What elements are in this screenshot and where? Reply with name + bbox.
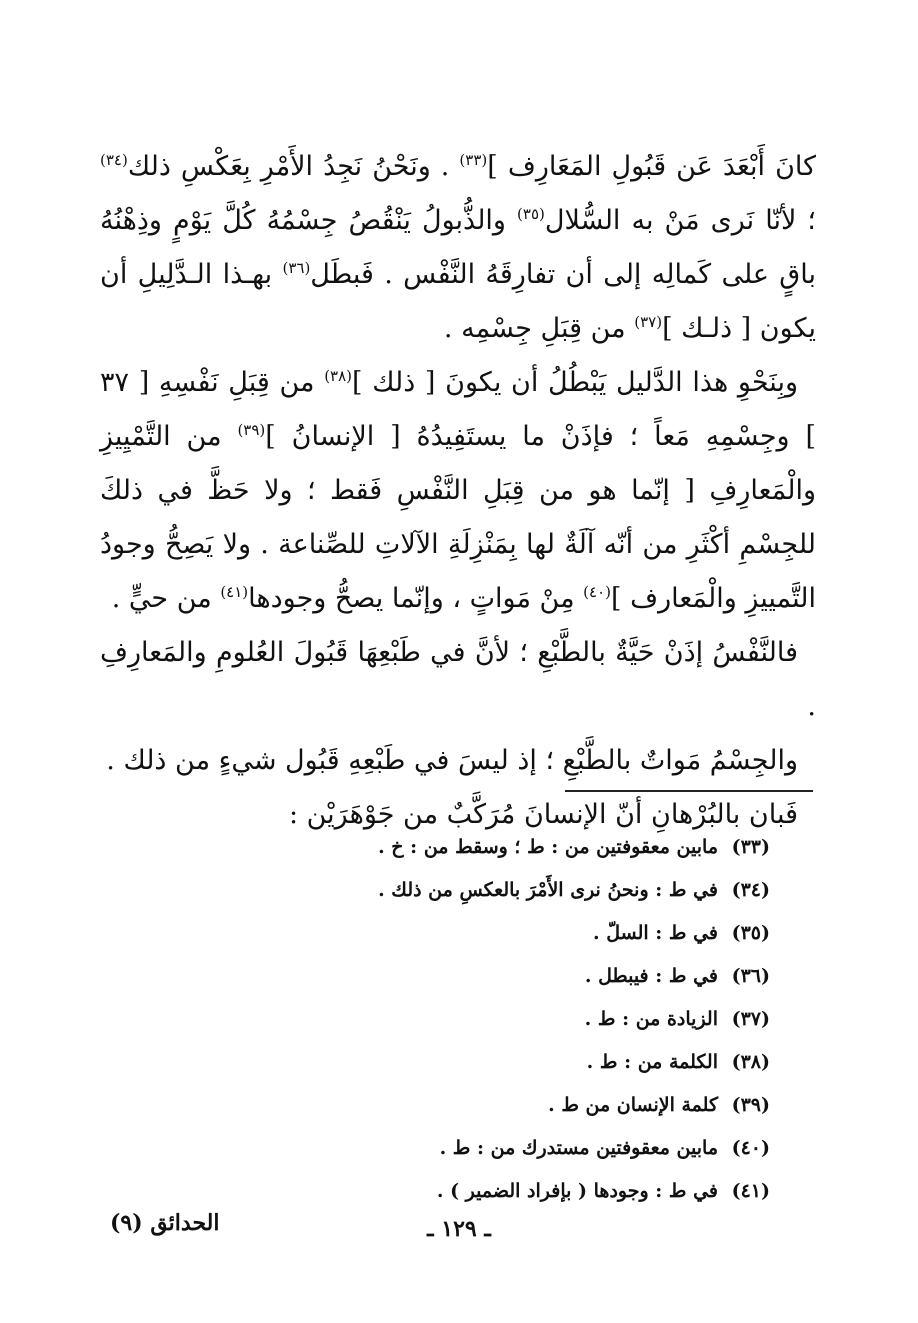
footnote-number: (٣٣): [731, 836, 770, 858]
book-label: الحدائق (٩): [110, 1210, 220, 1236]
page-footer: [80, 1210, 838, 1250]
footnote-text: مابين معقوفتين مستدرك من : ط .: [439, 1137, 718, 1159]
footnote-ref: (٤٠): [583, 583, 611, 601]
text-run: من قِبَلِ نَفْسِهِ [ ٣٧ ] وجِسْمِهِ مَعاً ؛ فإذَنْ ما يستَفِيدُهُ [ الإنسانُ ]: [100, 367, 816, 452]
text-run: وبِنَحْوِ هذا الدَّليل يَبْطُلُ أن يكونَ [ ذلك ]: [352, 367, 799, 398]
footnote-item: [200, 1170, 770, 1213]
footnote-divider: [565, 790, 813, 792]
paragraph-3: فالنَّفْسُ إذَنْ حَيَّةٌ بالطَّبْعِ ؛ لأنَّ في طَبْعِهَا قَبُولَ العُلومِ والمَعارِفِ .: [100, 637, 816, 722]
paragraph-5: فَبان بالبُرْهانِ أنّ الإنسانَ مُرَكَّبٌ من جَوْهَرَيْن :: [288, 799, 798, 830]
footnote-text: في ط : السلّ .: [593, 922, 718, 944]
footnote-number: (٣٨): [731, 1051, 770, 1073]
footnote-ref: (٣٨): [324, 367, 353, 385]
text-run: من التَّمْيِيزِ والْمَعارِفِ [ إنّما هو من قِبَلِ النَّفْسِ فَقط ؛ ولا حَظَّ في ذلكَ للجِسْمِ أكْثَرِ من أنّه آلَةٌ لها بِمَنْزِلَةِ الآلاتِ للصِّناعة . ولا يَصِحُّ وجودُ التَّمييزِ والْمَعارف ]: [100, 421, 816, 614]
footnote-number: (٤١): [731, 1180, 770, 1202]
text-run: من قِبَلِ جِسْمِه .: [443, 313, 635, 344]
footnote-number: (٣٧): [731, 1008, 770, 1030]
footnote-number: (٤٠): [731, 1137, 770, 1159]
footnote-text: الكلمة من : ط .: [586, 1051, 718, 1073]
text-run: والذُّبولُ يَنْقُصُ جِسْمُهُ كُلَّ يَوْمٍ وذِهْنُهُ باقٍ على كَمالِه إلى أن تفارِقَهُ النَّفْس . فَبطَل: [100, 205, 816, 290]
footnote-number: (٣٦): [731, 965, 770, 987]
footnote-number: (٣٤): [731, 879, 770, 901]
footnote-ref: (٤١): [220, 583, 249, 601]
text-run: بهـذا الـدَّلِيلِ أن يكون [ ذلـك ]: [100, 259, 816, 344]
footnotes: [200, 826, 770, 1213]
footnote-item: [200, 869, 770, 912]
text-run: من حيٍّ .: [111, 583, 221, 614]
text-run: كانَ أَبْعَدَ عَن قَبُولِ المَعَارِف ]: [487, 151, 816, 182]
footnote-number: (٣٥): [731, 922, 770, 944]
footnote-text: مابين معقوفتين من : ط ؛ وسقط من : خ .: [378, 836, 718, 858]
text-run: ؛ لأنّا نَرى مَنْ به السُّلال: [544, 205, 816, 236]
footnote-text: في ط : فيبطل .: [584, 965, 718, 987]
text-run: مِنْ مَواتٍ ، وإنّما يصحُّ وجودها: [248, 583, 584, 614]
footnote-item: [200, 1041, 770, 1084]
footnote-text: في ط : ونحنُ نرى الأَمْرَ بالعكسِ من ذلك .: [378, 879, 718, 901]
footnote-item: [200, 955, 770, 998]
footnote-item: [200, 1084, 770, 1127]
footnote-item: [200, 998, 770, 1041]
footnote-ref: (٣٦): [282, 259, 311, 277]
footnote-item: [200, 1127, 770, 1170]
footnote-ref: (٣٥): [517, 205, 545, 223]
footnote-ref: (٣٧): [634, 313, 663, 331]
footnote-item: [200, 912, 770, 955]
footnote-number: (٣٩): [731, 1094, 770, 1116]
paragraph-1: [100, 140, 816, 356]
footnote-ref: (٣٤): [100, 151, 128, 169]
footnote-ref: (٣٩): [237, 421, 266, 439]
main-text: [100, 140, 816, 842]
footnote-ref: (٣٣): [459, 151, 488, 169]
footnote-text: كلمة الإنسان من ط .: [548, 1094, 718, 1116]
footnote-text: في ط : وجودها ( بإفراد الضمير ) .: [436, 1180, 718, 1202]
paragraph-2: [100, 356, 816, 626]
footnote-text: الزيادة من : ط .: [584, 1008, 718, 1030]
text-run: . ونَحْنُ نَجِدُ الأَمْرِ بِعَكْسِ ذلك: [127, 151, 460, 182]
paragraph-4: والجِسْمُ مَواتٌ بالطَّبْعِ ؛ إذ ليسَ في طَبْعِهِ قَبُول شيءٍ من ذلك .: [106, 745, 798, 776]
footnote-item: [200, 826, 770, 869]
page-number: ـ ١٢٩ ـ: [427, 1216, 491, 1242]
